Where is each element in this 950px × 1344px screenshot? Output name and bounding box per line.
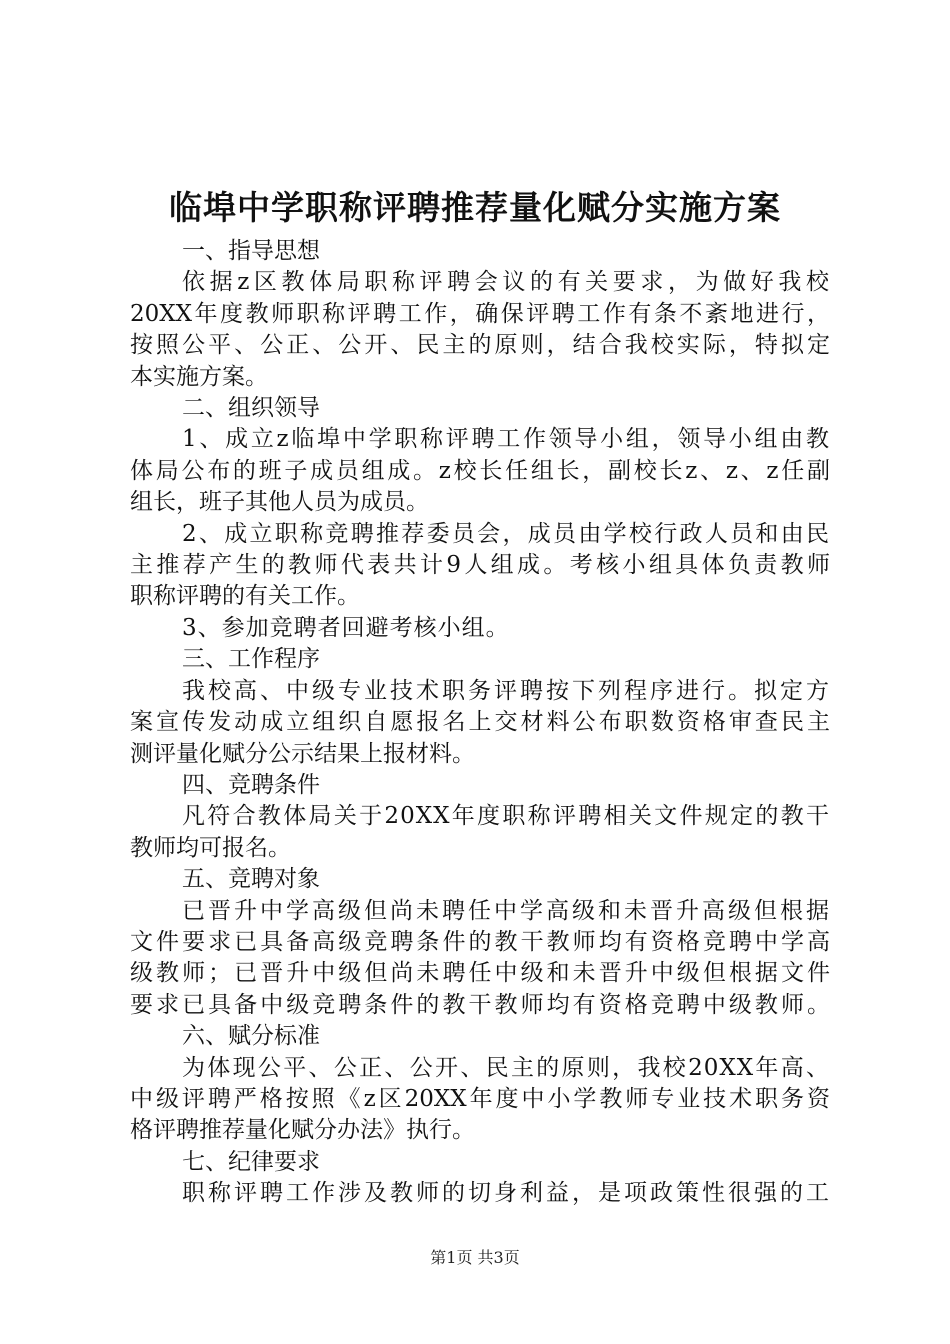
paragraph-line: 按照公平、公正、公开、民主的原则，结合我校实际，特拟定 [130,332,830,359]
paragraph-line: 凡符合教体局关于20XX年度职称评聘相关文件规定的教干 [182,803,830,830]
section-heading-conditions: 四、竞聘条件 [182,771,320,798]
paragraph-line: 本实施方案。 [130,363,268,390]
paragraph-line: 级教师；已晋升中级但尚未聘任中级和未晋升中级但根据文件 [130,960,830,987]
paragraph-line: 1、成立z临埠中学职称评聘工作领导小组，领导小组由教 [182,426,830,453]
paragraph-line: 教师均可报名。 [130,834,291,861]
paragraph-line: 职称评聘的有关工作。 [130,583,360,610]
section-heading-organization: 二、组织领导 [182,395,320,422]
document-title: 临埠中学职称评聘推荐量化赋分实施方案 [169,188,781,227]
section-heading-guiding-thought: 一、指导思想 [182,238,320,264]
section-heading-candidates: 五、竞聘对象 [182,866,320,893]
section-heading-scoring: 六、赋分标准 [182,1023,320,1050]
paragraph-line: 为体现公平、公正、公开、民主的原则，我校20XX年高、 [182,1054,830,1081]
paragraph-line: 格评聘推荐量化赋分办法》执行。 [130,1117,475,1144]
section-heading-procedure: 三、工作程序 [182,646,320,673]
paragraph-line: 文件要求已具备高级竞聘条件的教干教师均有资格竞聘中学高 [130,928,830,955]
paragraph-line: 要求已具备中级竞聘条件的教干教师均有资格竞聘中级教师。 [130,991,830,1018]
paragraph-line: 职称评聘工作涉及教师的切身利益，是项政策性很强的工 [182,1180,830,1207]
paragraph-line: 测评量化赋分公示结果上报材料。 [130,740,475,767]
paragraph-line: 中级评聘严格按照《z区20XX年度中小学教师专业技术职务资 [130,1085,830,1112]
paragraph-line: 案宣传发动成立组织自愿报名上交材料公布职数资格审查民主 [130,709,830,736]
paragraph-line: 主推荐产生的教师代表共计9人组成。考核小组具体负责教师 [130,552,830,579]
document-body [130,236,830,1210]
paragraph-line: 体局公布的班子成员组成。z校长任组长，副校长z、z、z任副 [130,457,830,484]
paragraph-line: 已晋升中学高级但尚未聘任中学高级和未晋升高级但根据 [182,897,830,924]
page-footer: 第1页 共3页 [430,1248,520,1267]
paragraph-line: 3、参加竞聘者回避考核小组。 [182,614,510,641]
paragraph-line: 20XX年度教师职称评聘工作，确保评聘工作有条不紊地进行， [130,300,830,327]
paragraph-line: 依据z区教体局职称评聘会议的有关要求，为做好我校 [182,269,830,296]
paragraph-line: 2、成立职称竞聘推荐委员会，成员由学校行政人员和由民 [182,520,830,547]
section-heading-discipline: 七、纪律要求 [182,1148,320,1175]
paragraph-line: 组长，班子其他人员为成员。 [130,489,429,516]
paragraph-line: 我校高、中级专业技术职务评聘按下列程序进行。拟定方 [182,677,830,704]
